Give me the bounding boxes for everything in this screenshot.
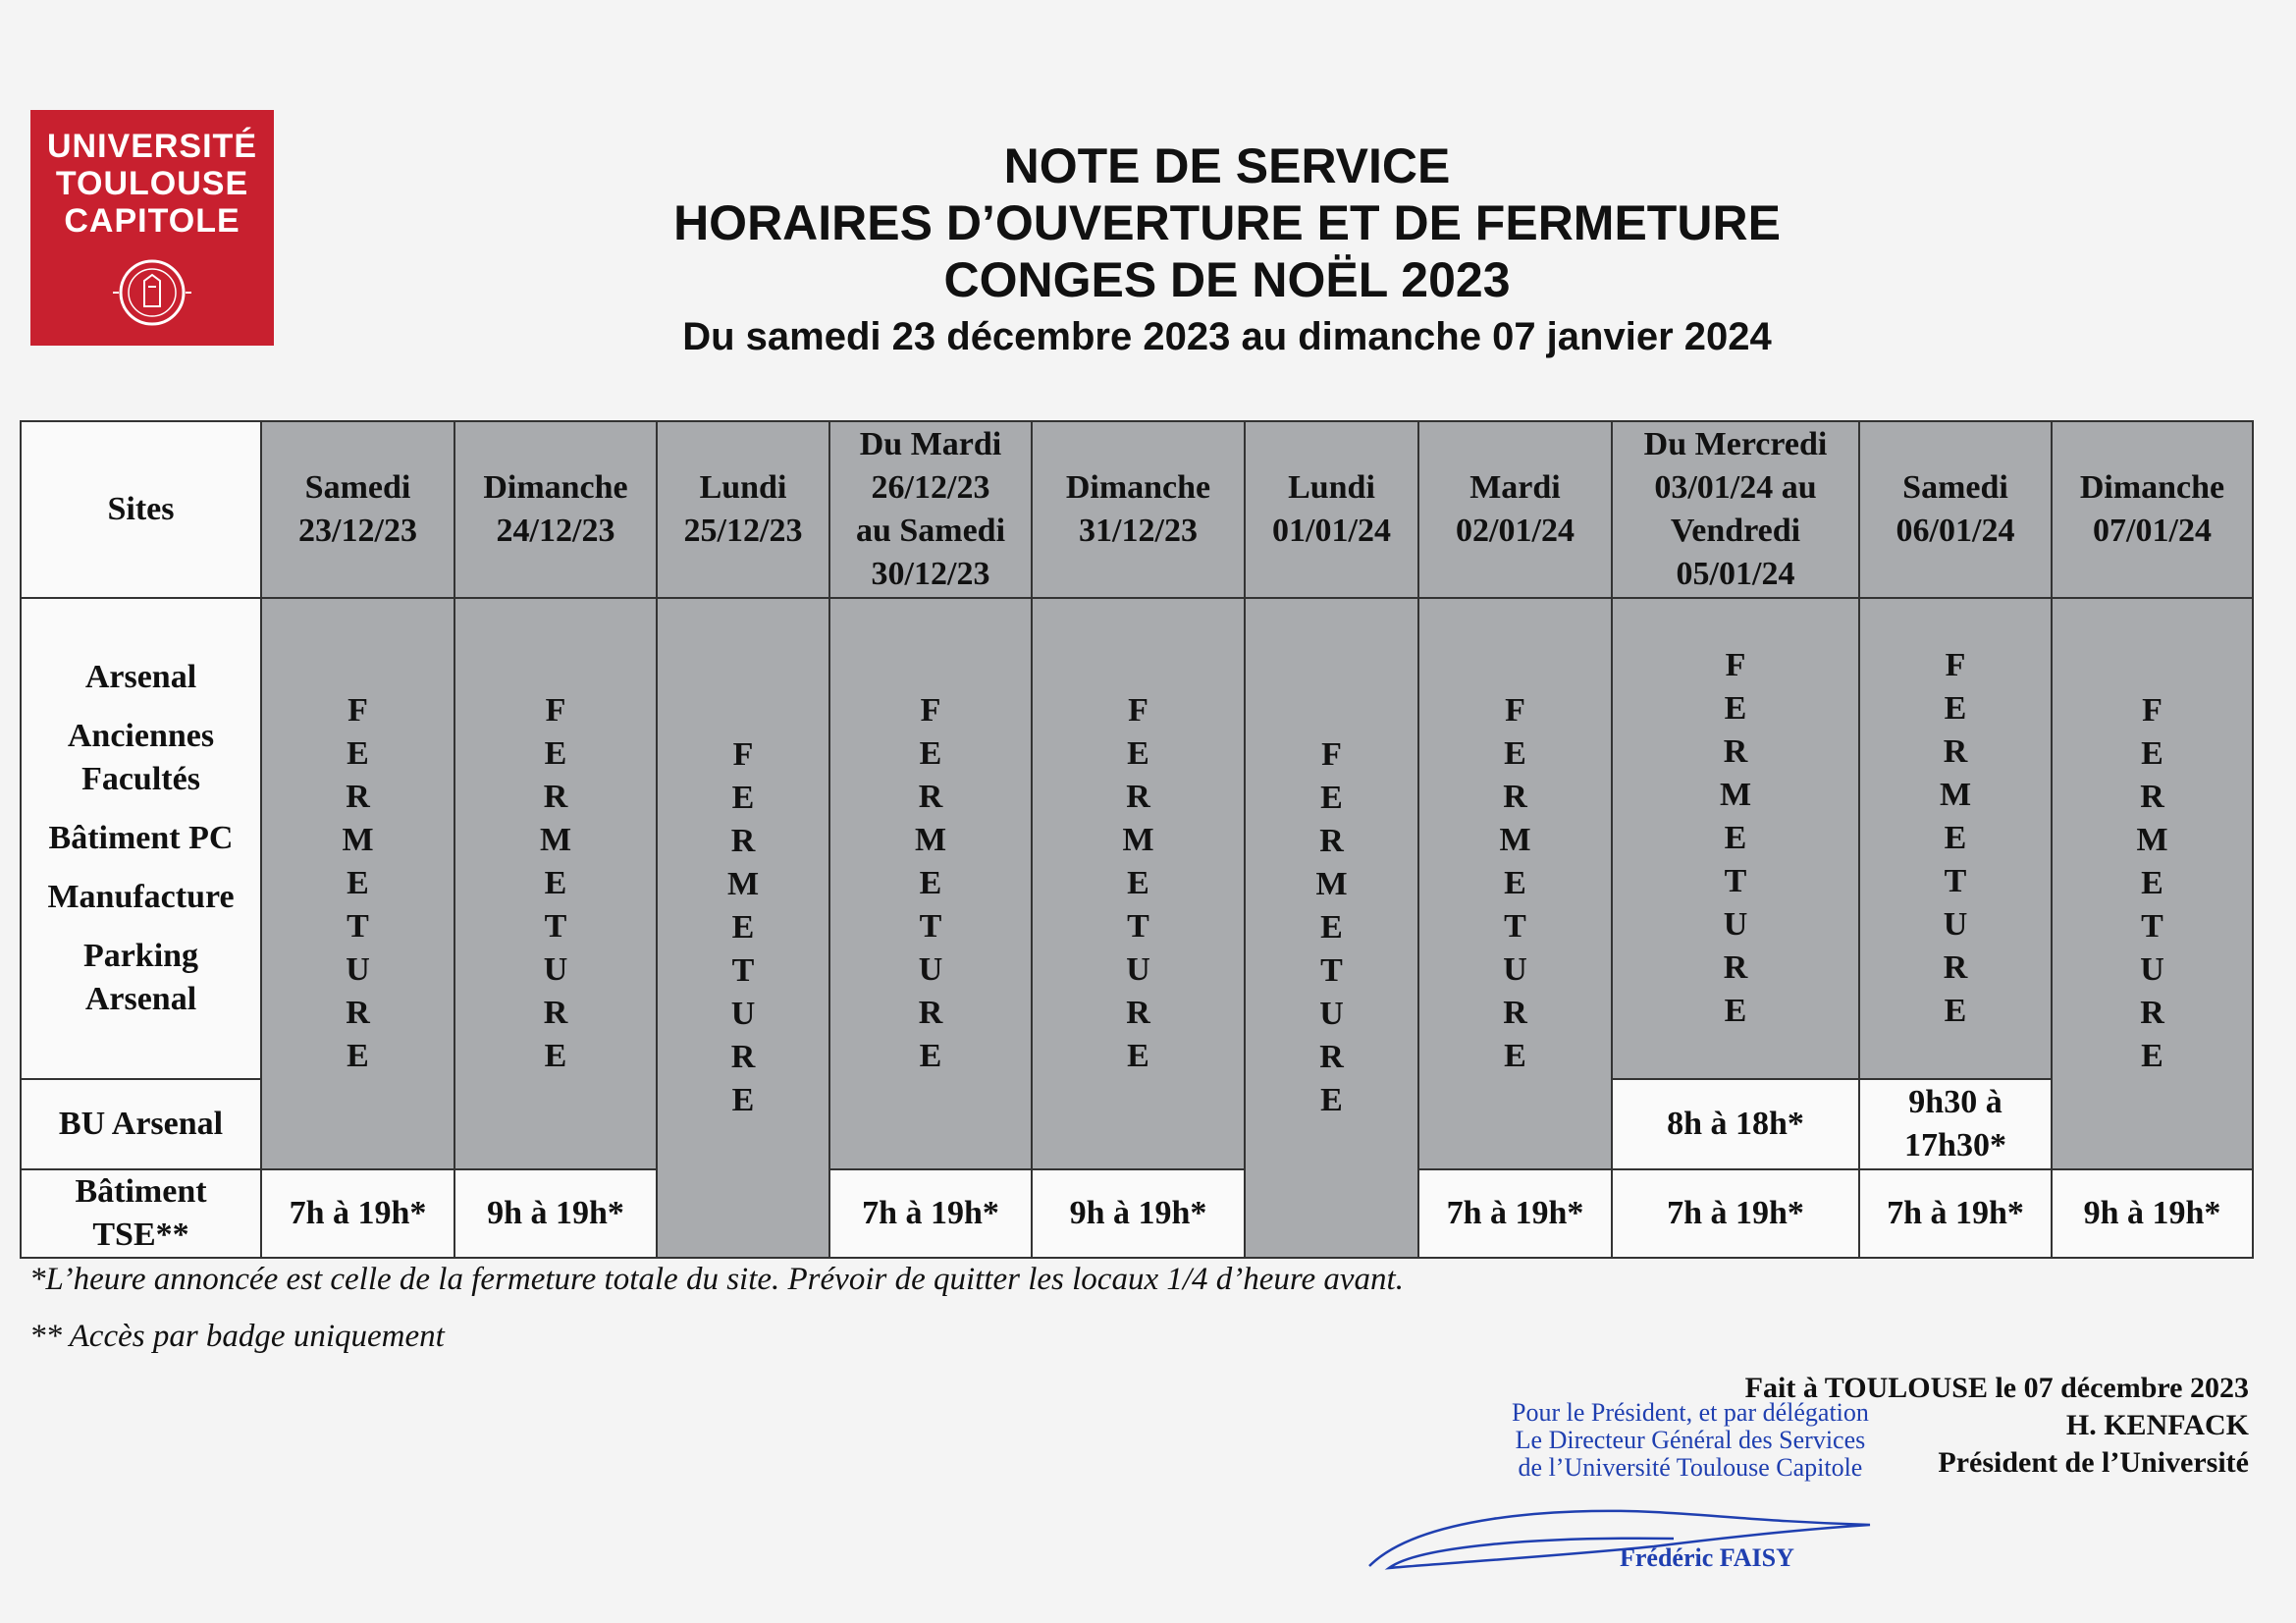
cell-fermeture: F E R M E T U R E xyxy=(829,598,1032,1169)
footnote-2: ** Accès par badge uniquement xyxy=(29,1319,445,1354)
logo-line-2: TOULOUSE xyxy=(55,165,249,202)
document-title: NOTE DE SERVICE xyxy=(1003,138,1451,193)
tse-hours: 9h à 19h* xyxy=(454,1169,657,1258)
schedule-table xyxy=(20,420,2254,1259)
col-header-10: Dimanche 07/01/24 xyxy=(2052,421,2253,598)
president-name: H. KENFACK xyxy=(2065,1409,2249,1441)
col-header-6: Lundi 01/01/24 xyxy=(1245,421,1418,598)
cell-fermeture: F E R M E T U R E xyxy=(1612,598,1859,1079)
cell-fermeture: F E R M E T U R E xyxy=(1245,598,1418,1258)
tse-hours: 7h à 19h* xyxy=(1859,1169,2052,1258)
col-header-5: Dimanche 31/12/23 xyxy=(1032,421,1245,598)
cell-fermeture: F E R M E T U R E xyxy=(261,598,454,1169)
university-logo xyxy=(30,110,274,346)
document-subtitle-1: HORAIRES D’OUVERTURE ET DE FERMETURE xyxy=(673,195,1781,250)
col-header-7: Mardi 02/01/24 xyxy=(1418,421,1612,598)
president-role: Président de l’Université xyxy=(1938,1446,2249,1479)
cell-fermeture: F E R M E T U R E xyxy=(1859,598,2052,1079)
sites-header: Sites xyxy=(21,421,261,598)
bu-hours-sam-06: 9h30 à 17h30* xyxy=(1859,1079,2052,1169)
footnote-1: *L’heure annoncée est celle de la fermeture totale du site. Prévoir de quitter les locaux 1/4 d’heure avant. xyxy=(29,1262,1404,1297)
document-subtitle-2: CONGES DE NOËL 2023 xyxy=(943,252,1511,307)
tse-hours: 7h à 19h* xyxy=(829,1169,1032,1258)
tse-hours: 7h à 19h* xyxy=(1612,1169,1859,1258)
tse-hours: 9h à 19h* xyxy=(1032,1169,1245,1258)
logo-line-3: CAPITOLE xyxy=(64,202,240,240)
cell-fermeture: F E R M E T U R E xyxy=(657,598,829,1258)
document-header xyxy=(393,137,2061,363)
footnotes xyxy=(29,1259,1404,1357)
logo-line-1: UNIVERSITÉ xyxy=(46,128,258,165)
cell-fermeture: F E R M E T U R E xyxy=(454,598,657,1169)
seal-icon xyxy=(113,253,191,332)
cell-fermeture: F E R M E T U R E xyxy=(2052,598,2253,1169)
tse-hours: 9h à 19h* xyxy=(2052,1169,2253,1258)
signer-name: Frédéric FAISY xyxy=(1620,1543,1794,1572)
cell-fermeture: F E R M E T U R E xyxy=(1032,598,1245,1169)
col-header-4: Du Mardi 26/12/23 au Samedi 30/12/23 xyxy=(829,421,1032,598)
sites-group-label: Arsenal Anciennes Facultés Bâtiment PC Manufacture Parking Arsenal xyxy=(21,598,261,1079)
col-header-3: Lundi 25/12/23 xyxy=(657,421,829,598)
delegation-stamp: Pour le Président, et par délégation Le Directeur Général des Services de l’Université Toulouse Capitole xyxy=(1512,1398,1869,1482)
col-header-2: Dimanche 24/12/23 xyxy=(454,421,657,598)
tse-hours: 7h à 19h* xyxy=(261,1169,454,1258)
col-header-1: Samedi 23/12/23 xyxy=(261,421,454,598)
col-header-9: Samedi 06/01/24 xyxy=(1859,421,2052,598)
bu-hours-mer-ven: 8h à 18h* xyxy=(1612,1079,1859,1169)
document-period: Du samedi 23 décembre 2023 au dimanche 07 janvier 2024 xyxy=(682,315,1772,358)
bu-arsenal-label: BU Arsenal xyxy=(21,1079,261,1169)
col-header-8: Du Mercredi 03/01/24 au Vendredi 05/01/24 xyxy=(1612,421,1859,598)
tse-label: Bâtiment TSE** xyxy=(21,1169,261,1258)
place-date: Fait à TOULOUSE le 07 décembre 2023 xyxy=(1744,1372,2249,1404)
tse-hours: 7h à 19h* xyxy=(1418,1169,1612,1258)
cell-fermeture: F E R M E T U R E xyxy=(1418,598,1612,1169)
